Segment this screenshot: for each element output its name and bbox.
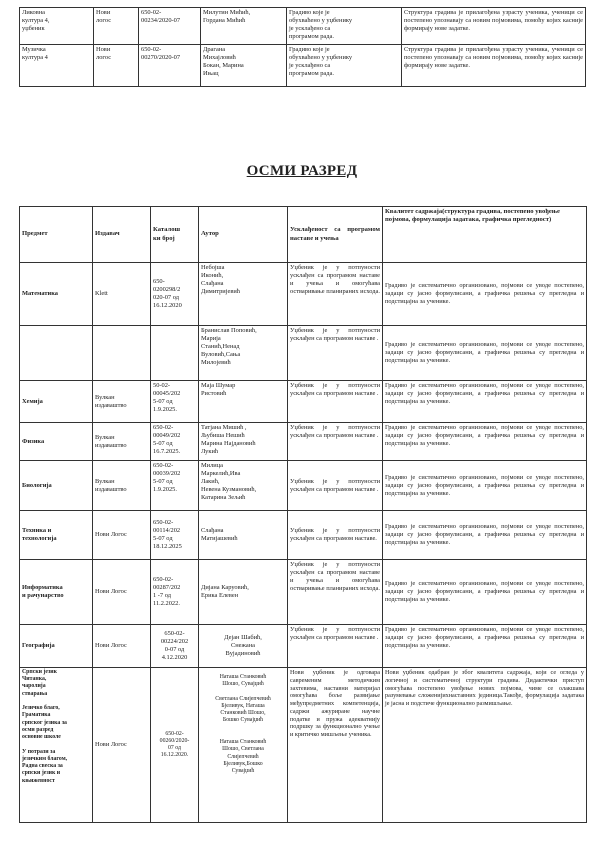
- table-row: [20, 326, 587, 381]
- alignment-cell: Нови уџбеник је одговара савременим методичким захтевима, наставни материјал омогућава боље развијање међупредметних компетенција, садржи ажуриране научне податке и пружа адекватнију подршку за функционално учење и критичко мишљење ученика.: [288, 668, 383, 823]
- top-table: [19, 7, 586, 87]
- quality-cell: Градиво је систематично организовано, појмови се уводе постепено, задаци су јасно формулисани, а графичка решења су прегледна и подстицајна за ученике.: [383, 326, 587, 381]
- author-cell: Маја Шумар Ристовић: [199, 381, 288, 423]
- header-catalog: Каталош ки број: [151, 207, 199, 263]
- quality-cell: Градиво је систематично организовано, појмови се уводе постепено, задаци су јасно формулисани, а графичка решења су прегледна и подстицајна за ученике.: [383, 560, 587, 625]
- publisher-cell: Нови Логос: [93, 560, 151, 625]
- alignment-cell: Уџбеник је у потпуности усклађен са програмом наставе .: [288, 625, 383, 668]
- catalog-cell: 650-02- 00224/202 0-07 од 4.12.2020: [151, 625, 199, 668]
- quality-cell: Нови уџбеник одабран је због квалитета садржаја, који се огледа у логичној и систематичној структури градива. Дидактички приступ омогућава постепено увођење нових појмова, чиме се олакшава разумевање сложенијихнаставних јединица.Такође, формулација задатака је јасна и подстиче функционално размишљање.: [383, 668, 587, 823]
- catalog-cell: [151, 326, 199, 381]
- table-row: [20, 668, 587, 823]
- header-publisher: Издавач: [93, 207, 151, 263]
- publisher-cell: [93, 326, 151, 381]
- alignment-cell: Уџбеник је у потпуности усклађен са програмом наставе .: [288, 423, 383, 461]
- publisher-cell: Вулкан издаваштво: [93, 423, 151, 461]
- catalog-cell: 650-02- 00270/2020-07: [139, 45, 201, 87]
- quality-cell: Структура градива је прилагођена узрасту ученика, ученици се постепено упознавају са новим појмовима, помоћу којих касније формирају нове задатке.: [402, 45, 586, 87]
- subject-cell: Хемија: [20, 381, 93, 423]
- alignment-cell: Уџбеник је у потпуности усклађен са програмом наставе.: [288, 511, 383, 560]
- table-header-row: [20, 207, 587, 263]
- publisher-cell: Нови Логос: [93, 511, 151, 560]
- subject-cell: Физика: [20, 423, 93, 461]
- textbook-table: [19, 206, 587, 823]
- table-row: [20, 8, 586, 45]
- author-cell: Небојша Иконић, Слађана Димитријевић: [199, 263, 288, 326]
- author-cell: Слађана Матијашевић: [199, 511, 288, 560]
- author-cell: Милица Маркелић,Ива Лакић, Невена Кузмановић, Катарина Зељић: [199, 461, 288, 511]
- catalog-cell: 650-02- 00234/2020-07: [139, 8, 201, 45]
- catalog-cell: 650- 0200298/2 020-07 од 16.12.2020: [151, 263, 199, 326]
- publisher-cell: Нови логос: [94, 45, 139, 87]
- publisher-cell: Вулкан издаваштво: [93, 381, 151, 423]
- table-row: [20, 263, 587, 326]
- table-row: [20, 45, 586, 87]
- quality-cell: Структура градива је прилагођена узрасту ученика, ученици се постепено упознавају са новим појмовима, помоћу којих касније формирају нове задатке.: [402, 8, 586, 45]
- catalog-cell: 650-02- 00039/202 5-07 од 1.9.2025.: [151, 461, 199, 511]
- alignment-cell: Уџбеник је у потпуности усклађен са програмом наставе .: [288, 461, 383, 511]
- subject-cell: Музичка култура 4: [20, 45, 94, 87]
- subject-cell: Српски језик Читанка, чаролија стварања Језичко благо, Граматика српског језика за осми разред основне школе У потрази за језичким благом, Радна свеска за српски језик и књижевност: [20, 668, 93, 823]
- quality-cell: Градиво је систематично организовано, појмови се уводе постепено, задаци су јасно формулисани, а графичка решења су прегледна и подстицајна за ученике.: [383, 381, 587, 423]
- author-cell: Дијана Каруовић, Ерика Елевен: [199, 560, 288, 625]
- publisher-cell: Нови логос: [94, 8, 139, 45]
- quality-cell: Градиво је систематично организовано, појмови се уводе постепено, задаци су јасно формулисани, а графичка решења су прегледна и подстицајна за ученике.: [383, 423, 587, 461]
- alignment-cell: Уџбеник је у потпуности усклађен са програмом наставе и учења и омогућава остваривање планираних исхода.: [288, 560, 383, 625]
- author-cell: Татјана Мишић , Љубиша Нешић Марина Најдановић Лукић: [199, 423, 288, 461]
- subject-cell: Информатика и рачунарство: [20, 560, 93, 625]
- catalog-cell: 650-02- 00114/202 5-07 од 18.12.2025: [151, 511, 199, 560]
- quality-cell: Градиво је систематично организовано, појмови се уводе постепено, задаци су јасно формулисани, а графичка решења су прегледна и подстицајна за ученике.: [383, 625, 587, 668]
- page-title: ОСМИ РАЗРЕД: [246, 163, 358, 179]
- publisher-cell: Klett: [93, 263, 151, 326]
- table-row: [20, 560, 587, 625]
- header-alignment: Усклађеност са програмом наставе и учења: [288, 207, 383, 263]
- quality-cell: Градиво је систематично организовано, појмови се уводе постепено, задаци су јасно формулисани, а графичка решења су прегледна и подстицајна за ученике.: [383, 461, 587, 511]
- alignment-cell: Градиво које је обухваћено у уџбенику је усклађено са програмом рада.: [287, 45, 402, 87]
- header-quality: Квалитет садржаја(структура градива, постепено увођење појмова, формулација задатака, графичка прегледност): [383, 207, 587, 263]
- table-row: [20, 461, 587, 511]
- subject-cell: Математика: [20, 263, 93, 326]
- publisher-cell: Нови Логос: [93, 668, 151, 823]
- author-cell: Дејан Шабић, Снежана Вујадиновић: [199, 625, 288, 668]
- subject-cell: Географија: [20, 625, 93, 668]
- subject-cell: Ликовна култура 4, уџбеник: [20, 8, 94, 45]
- alignment-cell: Уџбеник је у потпуности усклађен са програмом наставе .: [288, 381, 383, 423]
- header-subject: Предмет: [20, 207, 93, 263]
- table-row: [20, 625, 587, 668]
- table-row: [20, 511, 587, 560]
- publisher-cell: Нови Логос: [93, 625, 151, 668]
- quality-cell: Градиво је систематично организовано, појмови се уводе постепено, задаци су јасно формулисани, а графичка решења су прегледна и подстицајна за ученике.: [383, 263, 587, 326]
- subject-cell: Биологија: [20, 461, 93, 511]
- catalog-cell: 650-02- 00049/202 5-07 од 16.7.2025.: [151, 423, 199, 461]
- publisher-cell: Вулкан издаваштво: [93, 461, 151, 511]
- alignment-cell: Уџбеник је у потпуности усклађен са програмом наставе .: [288, 326, 383, 381]
- author-cell: Бранислав Поповић, Марија Станић,Ненад Вуловић,Сања Милојевић: [199, 326, 288, 381]
- catalog-cell: 650-02- 00260/2020- 07 од 16.12.2020.: [151, 668, 199, 823]
- table-row: [20, 381, 587, 423]
- catalog-cell: 50-02- 00045/202 5-07 од 1.9.2025.: [151, 381, 199, 423]
- author-cell: Наташа Станковић Шошо, Сувајџић Светлана Слијепчевић Бјеливук, Наташа Станковић Шошо, Бошко Сувајџић Наташа Станковић Шошо, Светлана Слијепчевић Бјеливук,Бошко Сувајџић: [199, 668, 288, 823]
- alignment-cell: Градиво које је обухваћено у уџбенику је усклађено са програмом рада.: [287, 8, 402, 45]
- header-author: Аутор: [199, 207, 288, 263]
- catalog-cell: 650-02- 00287/202 1 -7 од 11.2.2022.: [151, 560, 199, 625]
- subject-cell: Техника и технологија: [20, 511, 93, 560]
- author-cell: Драгана Михајловић Бокан, Марина Ињац: [201, 45, 287, 87]
- table-row: [20, 423, 587, 461]
- author-cell: Милутин Мићић, Гордана Мићић: [201, 8, 287, 45]
- alignment-cell: Уџбеник је у потпуности усклађен са програмом наставе и учења и омогућава остваривање планираних исхода.: [288, 263, 383, 326]
- quality-cell: Градиво је систематично организовано, појмови се уводе постепено, задаци су јасно формулисани, а графичка решења су прегледна и подстицајна за ученике.: [383, 511, 587, 560]
- subject-cell: [20, 326, 93, 381]
